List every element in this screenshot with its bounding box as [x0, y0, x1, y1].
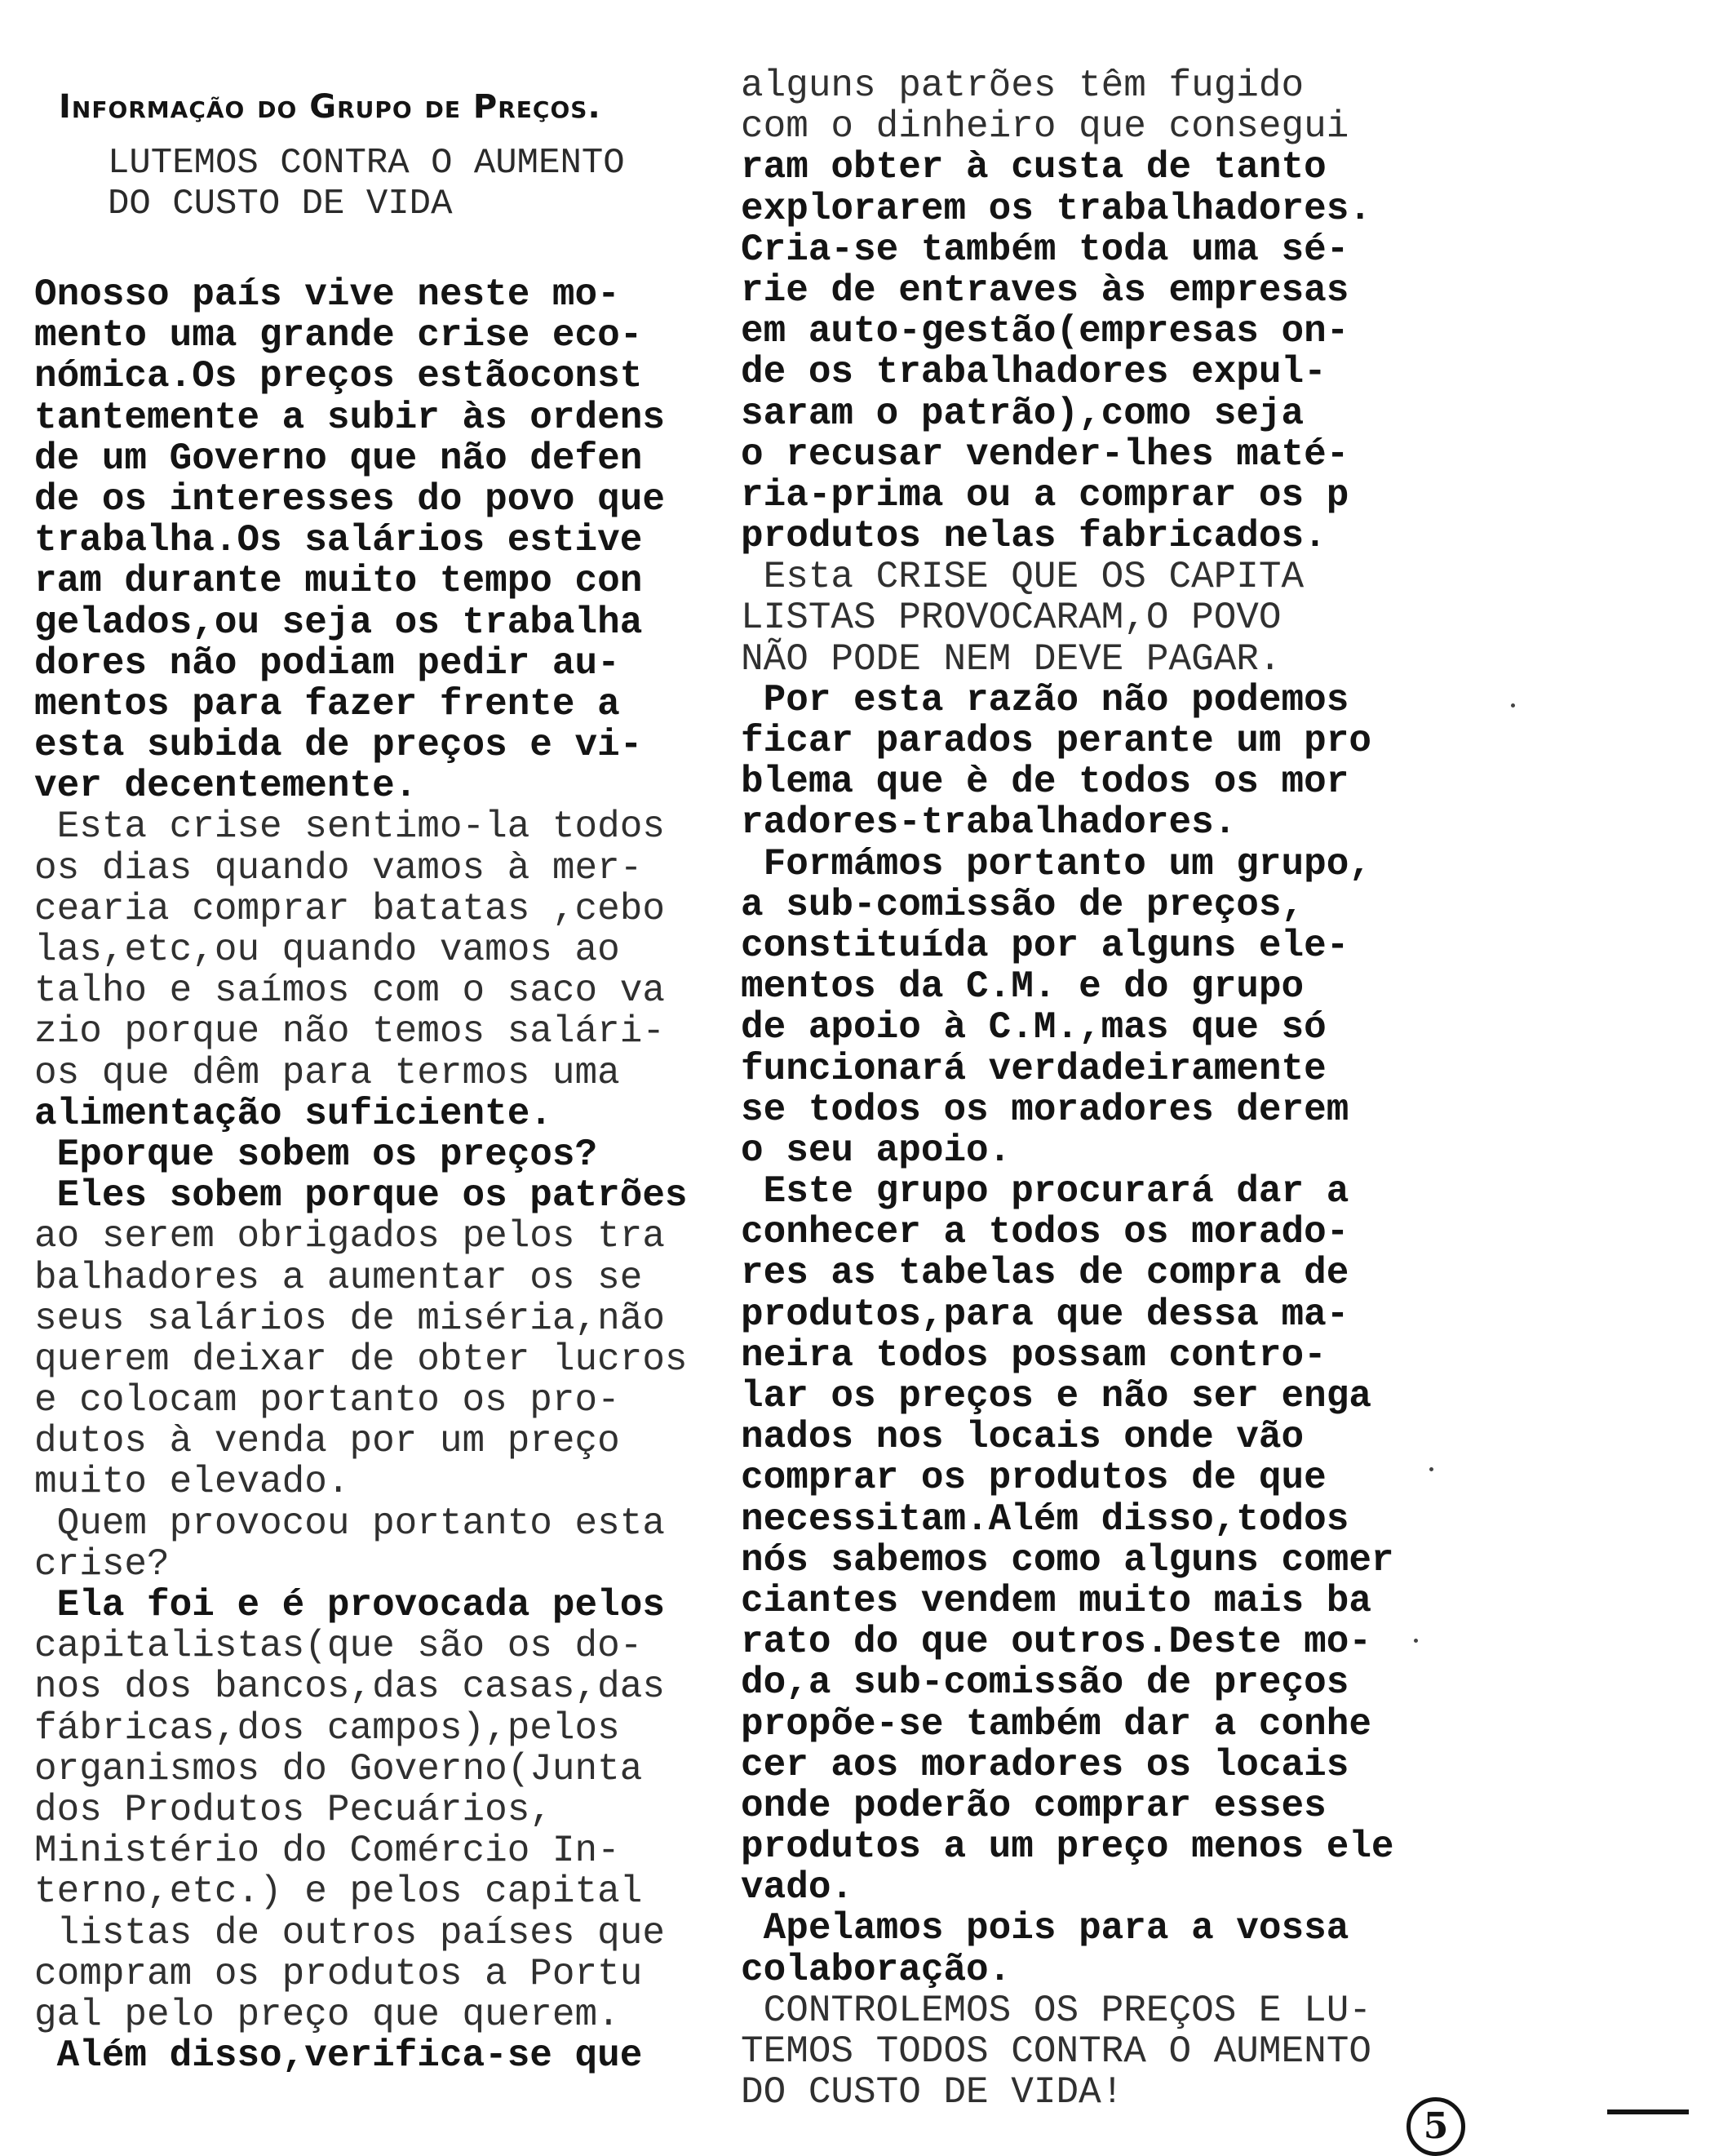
text-line: las,etc,ou quando vamos ao	[34, 929, 620, 971]
text-line: alimentação suficiente.	[34, 1092, 552, 1135]
text-line: capitalistas(que são os do-	[34, 1625, 643, 1668]
text-line: rie de entraves às empresas	[741, 268, 1349, 312]
text-line: lar os preços e não ser enga	[741, 1375, 1371, 1417]
text-line: de os trabalhadores expul-	[741, 351, 1327, 394]
text-line: de um Governo que não defen	[34, 437, 643, 480]
text-line: Ela foi e é provocada pelos	[34, 1584, 665, 1626]
text-line: de apoio à C.M.,mas que só	[741, 1006, 1327, 1049]
text-line: a sub-comissão de preços,	[741, 883, 1305, 926]
text-line: Eles sobem porque os patrões	[34, 1174, 688, 1218]
text-line: querem deixar de obter lucros	[34, 1338, 688, 1381]
text-line: se todos os moradores derem	[741, 1088, 1349, 1131]
text-line: comprar os produtos de que	[741, 1457, 1327, 1500]
text-line: dos Produtos Pecuários,	[34, 1788, 552, 1831]
text-line: esta subida de preços e vi-	[34, 724, 643, 767]
text-line: NÃO PODE NEM DEVE PAGAR.	[741, 637, 1282, 681]
text-line: propõe-se também dar a conhe	[741, 1702, 1371, 1746]
text-line: ver decentemente.	[34, 765, 418, 808]
text-line: tantemente a subir às ordens	[34, 396, 665, 439]
text-line: Quem provocou portanto esta	[34, 1502, 665, 1545]
text-line: Este grupo procurará dar a	[741, 1170, 1349, 1213]
text-line: dores não podiam pedir au-	[34, 641, 620, 685]
text-line: alguns patrões têm fugido	[741, 64, 1305, 107]
text-line: ram obter à custa de tanto	[741, 146, 1327, 189]
text-line: funcionará verdadeiramente	[741, 1047, 1327, 1090]
page-edge-mark	[1607, 2109, 1689, 2114]
text-line: zio porque não temos salári-	[34, 1010, 665, 1054]
speck	[1511, 703, 1515, 708]
text-line: os dias quando vamos à mer-	[34, 846, 643, 889]
text-line: TEMOS TODOS CONTRA O AUMENTO	[741, 2030, 1371, 2073]
text-line: cearia comprar batatas ,cebo	[34, 887, 665, 930]
text-line: produtos a um preço menos ele	[741, 1826, 1394, 1869]
text-line: de os interesses do povo que	[34, 477, 665, 521]
text-line: compram os produtos a Portu	[34, 1952, 643, 1995]
text-line: ficar parados perante um pro	[741, 720, 1371, 762]
text-line: nos dos bancos,das casas,das	[34, 1666, 665, 1709]
text-line: mento uma grande crise eco-	[34, 314, 643, 357]
text-line: LISTAS PROVOCARAM,O POVO	[741, 597, 1282, 640]
text-line: gelados,ou seja os trabalha	[34, 601, 643, 644]
text-line: Por esta razão não podemos	[741, 678, 1349, 721]
text-line: gal pelo preço que querem.	[34, 1993, 620, 2036]
text-line: DO CUSTO DE VIDA!	[741, 2071, 1124, 2114]
text-line: fábricas,dos campos),pelos	[34, 1706, 620, 1750]
text-line: neira todos possam contro-	[741, 1333, 1327, 1377]
text-line: Além disso,verifica-se que	[34, 2034, 643, 2078]
text-line: constituída por alguns ele-	[741, 924, 1349, 967]
text-line: mentos da C.M. e do grupo	[741, 965, 1305, 1009]
text-line: dutos à venda por um preço	[34, 1420, 620, 1463]
text-line: organismos do Governo(Junta	[34, 1747, 643, 1790]
text-line: Esta crise sentimo-la todos	[34, 805, 665, 849]
text-line: muito elevado.	[34, 1461, 350, 1504]
text-line: crise?	[34, 1542, 170, 1586]
text-line: nómica.Os preços estãoconst	[34, 355, 643, 398]
text-line: vado.	[741, 1866, 854, 1910]
text-line: do,a sub-comissão de preços	[741, 1661, 1349, 1705]
text-line: onde poderão comprar esses	[741, 1784, 1327, 1827]
text-line: Cria-se também toda uma sé-	[741, 228, 1349, 271]
text-line: produtos nelas fabricados.	[741, 515, 1327, 558]
text-line: saram o patrão),como seja	[741, 392, 1305, 435]
right-column	[741, 65, 1394, 2113]
text-line: Ministério do Comércio In-	[34, 1830, 620, 1873]
text-line: trabalha.Os salários estive	[34, 519, 643, 562]
speck	[1414, 1639, 1418, 1643]
text-line: res as tabelas de compra de	[741, 1252, 1349, 1295]
text-line: radores-trabalhadores.	[741, 801, 1237, 845]
text-line: seus salários de miséria,não	[34, 1297, 665, 1340]
text-line: terno,etc.) e pelos capital	[34, 1870, 643, 1914]
text-line: CONTROLEMOS OS PREÇOS E LU-	[741, 1989, 1371, 2032]
text-line: necessitam.Além disso,todos	[741, 1497, 1349, 1541]
text-line: mentos para fazer frente a	[34, 682, 620, 725]
text-line: ram durante muito tempo con	[34, 560, 643, 603]
headline-line: LUTEMOS CONTRA O AUMENTO	[108, 143, 625, 184]
left-column	[34, 274, 688, 2076]
text-line: ao serem obrigados pelos tra	[34, 1215, 665, 1258]
text-line: nós sabemos como alguns comer	[741, 1538, 1394, 1582]
text-line: conhecer a todos os morado-	[741, 1211, 1349, 1254]
headline-line: DO CUSTO DE VIDA	[108, 184, 453, 225]
text-line: produtos,para que dessa ma-	[741, 1293, 1349, 1336]
text-line: com o dinheiro que consegui	[741, 105, 1349, 149]
text-line: ria-prima ou a comprar os p	[741, 473, 1349, 517]
text-line: colaboração.	[741, 1948, 1012, 1991]
text-line: rato do que outros.Deste mo-	[741, 1621, 1371, 1664]
speck	[1429, 1467, 1433, 1471]
text-line: blema que è de todos os mor	[741, 761, 1349, 804]
text-line: e colocam portanto os pro-	[34, 1379, 620, 1422]
text-line: balhadores a aumentar os se	[34, 1256, 643, 1299]
text-line: Onosso país vive neste mo-	[34, 273, 620, 316]
text-line: talho e saímos com o saco va	[34, 969, 665, 1013]
text-line: o recusar vender-lhes maté-	[741, 433, 1349, 476]
text-line: Apelamos pois para a vossa	[741, 1907, 1349, 1950]
text-line: o seu apoio.	[741, 1129, 1012, 1172]
section-title: Informação do Grupo de Preços.	[59, 88, 601, 126]
headline	[108, 140, 625, 225]
text-line: Esta CRISE QUE OS CAPITA	[741, 556, 1305, 599]
text-line: nados nos locais onde vão	[741, 1416, 1305, 1459]
text-line: em auto-gestão(empresas on-	[741, 310, 1349, 353]
text-line: listas de outros países que	[34, 1911, 665, 1954]
text-line: Eporque sobem os preços?	[34, 1133, 598, 1176]
text-line: Formámos portanto um grupo,	[741, 842, 1371, 885]
page-number: 5	[1407, 2097, 1465, 2156]
text-line: os que dêm para termos uma	[34, 1051, 620, 1094]
text-line: explorarem os trabalhadores.	[741, 187, 1371, 230]
text-line: cer aos moradores os locais	[741, 1743, 1349, 1786]
text-line: ciantes vendem muito mais ba	[741, 1579, 1371, 1622]
